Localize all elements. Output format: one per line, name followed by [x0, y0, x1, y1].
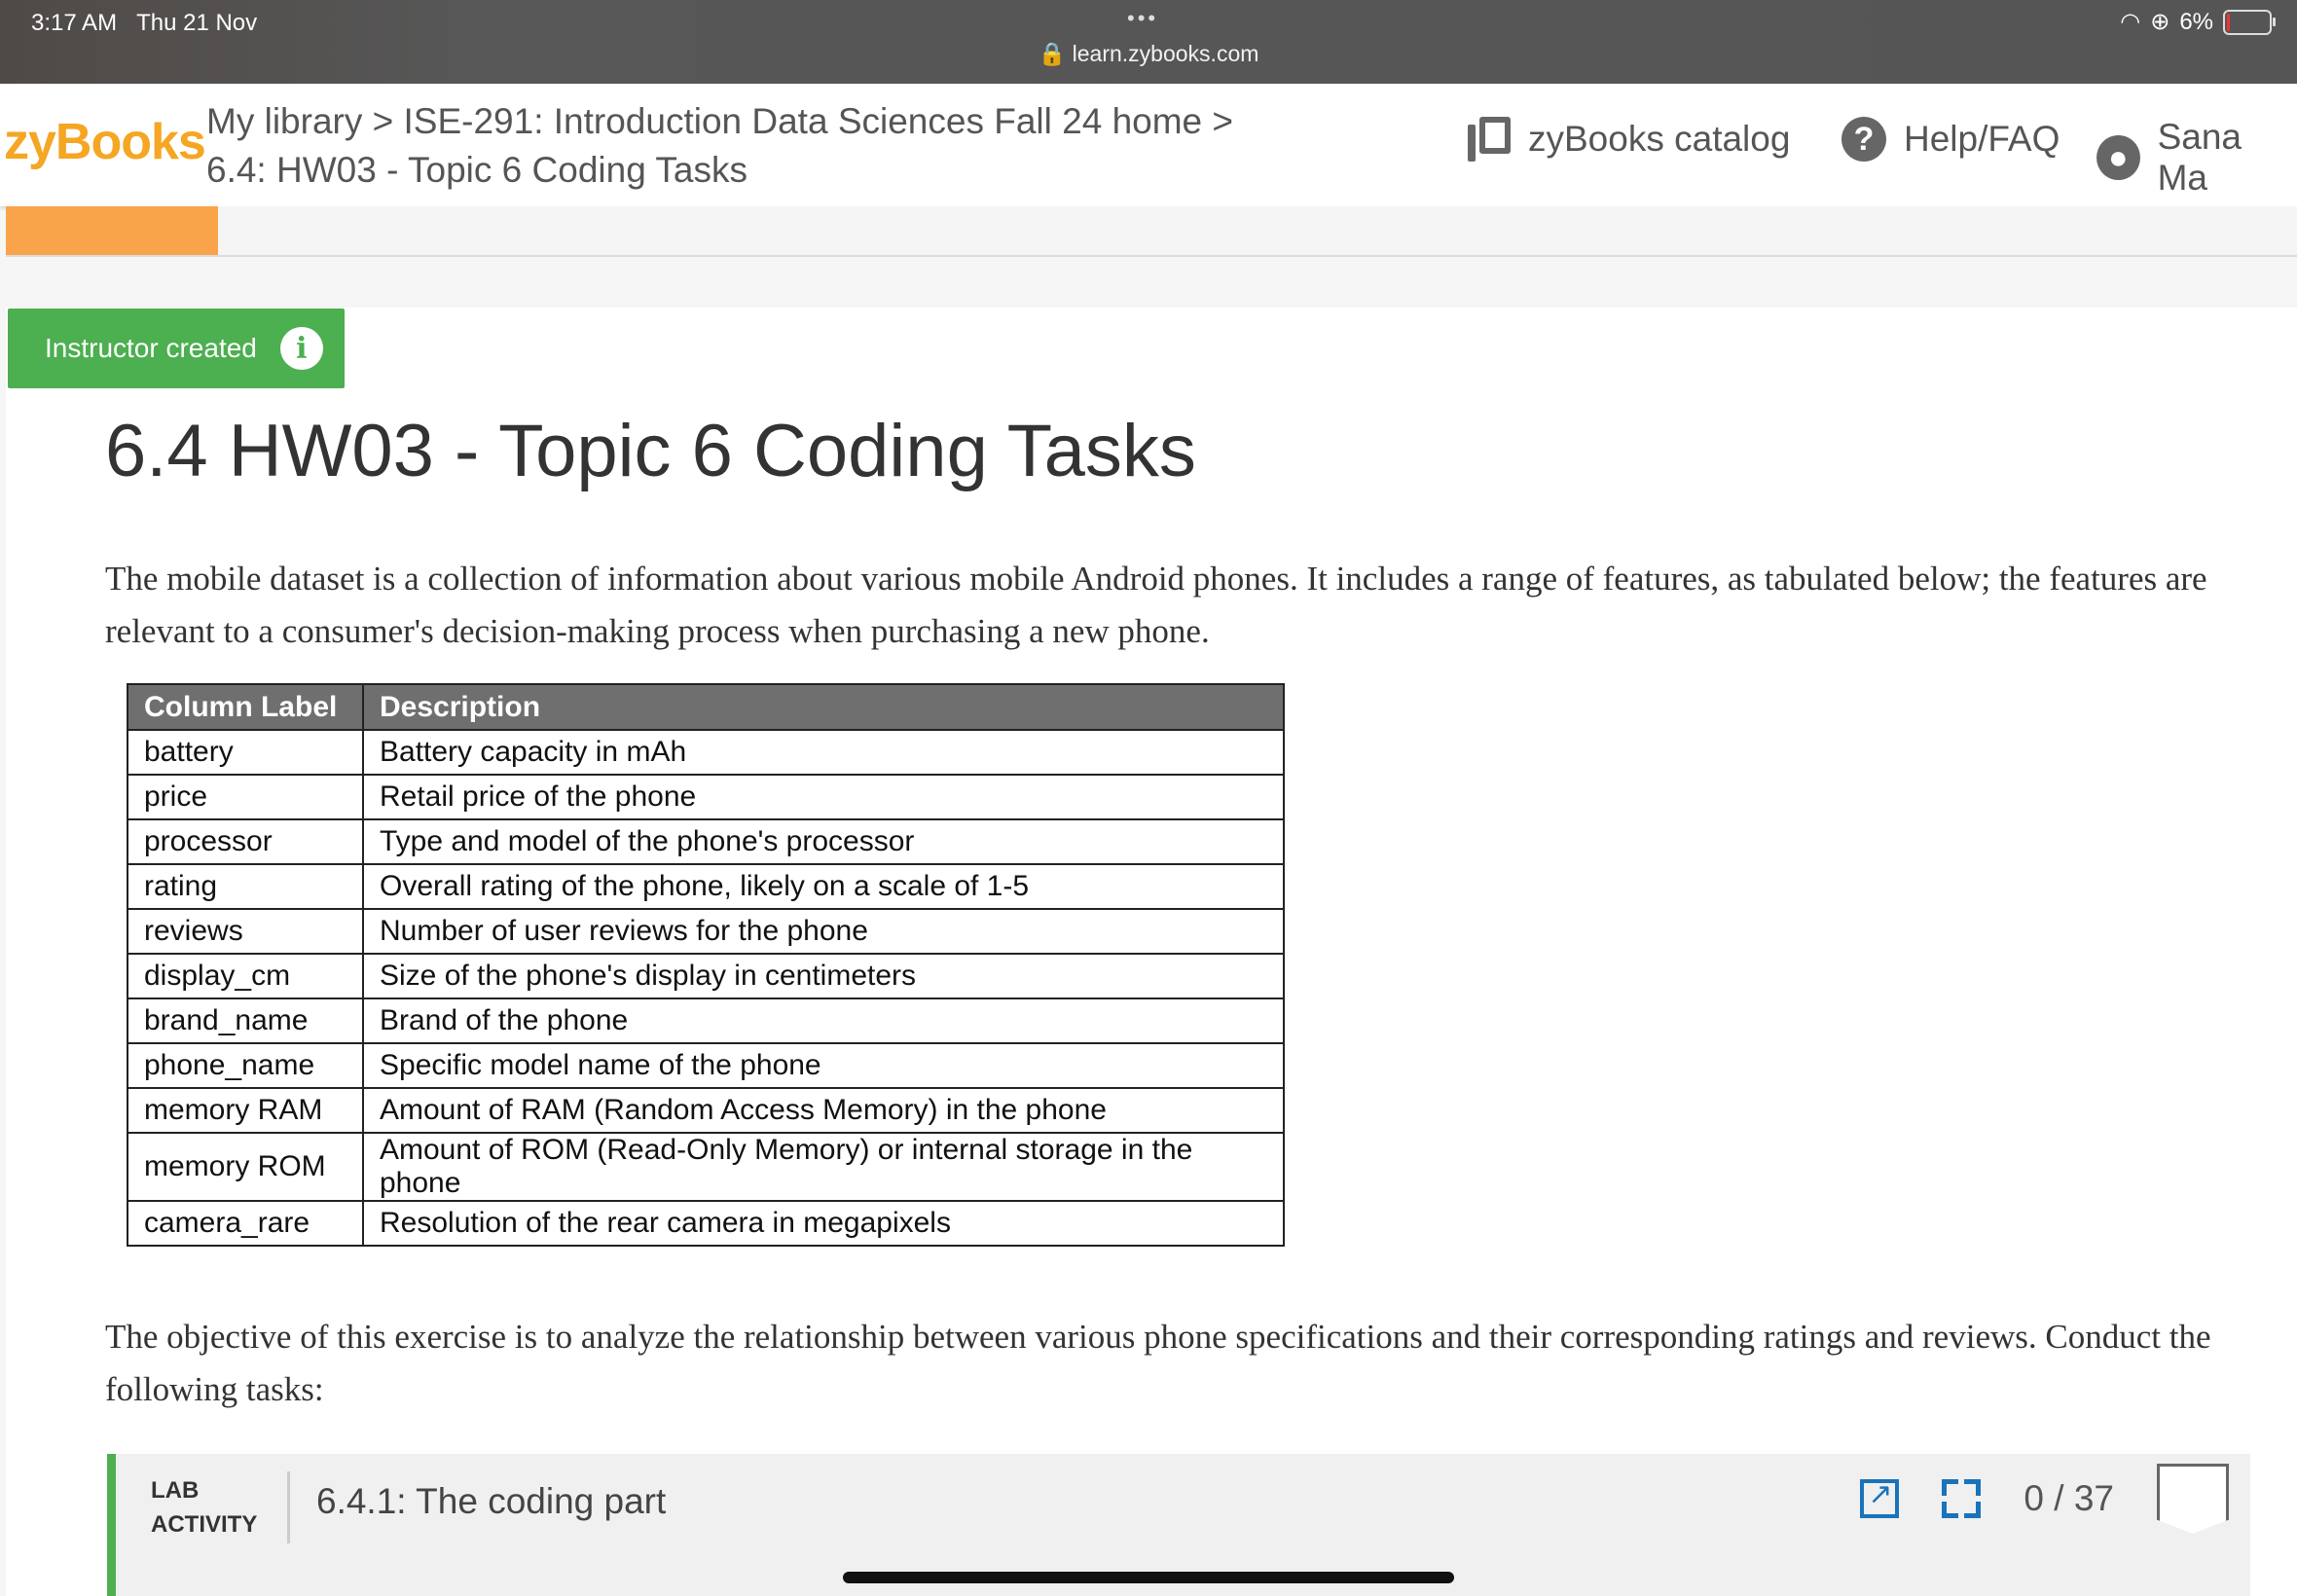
table-cell-label: brand_name [128, 998, 363, 1043]
table-cell-label: processor [128, 819, 363, 864]
table-cell-description: Type and model of the phone's processor [363, 819, 1284, 864]
help-label: Help/FAQ [1904, 119, 2060, 159]
open-external-icon[interactable] [1860, 1479, 1899, 1518]
tab-dots-icon[interactable]: ••• [1127, 6, 1159, 30]
table-cell-description: Specific model name of the phone [363, 1043, 1284, 1088]
badge-label: Instructor created [45, 333, 257, 363]
table-row [128, 819, 1284, 864]
help-link[interactable] [1841, 117, 2060, 162]
catalog-label: zyBooks catalog [1528, 119, 1791, 159]
table-row [128, 864, 1284, 909]
table-cell-description: Retail price of the phone [363, 775, 1284, 819]
table-row [128, 730, 1284, 775]
table-row [128, 1133, 1284, 1201]
status-time: 3:17 AM Thu 21 Nov [31, 10, 258, 36]
zybooks-logo[interactable]: zyBooks [4, 114, 205, 170]
completion-badge-icon [2157, 1464, 2229, 1534]
table-cell-label: memory RAM [128, 1088, 363, 1133]
site-header [0, 84, 2297, 206]
table-cell-description: Number of user reviews for the phone [363, 909, 1284, 954]
table-header-label: Column Label [128, 684, 363, 730]
table-cell-description: Overall rating of the phone, likely on a scale of 1-5 [363, 864, 1284, 909]
breadcrumb [206, 97, 1233, 195]
objective-paragraph: The objective of this exercise is to analyze the relationship between various phone specifications and their corresponding ratings and reviews. Conduct the following tasks: [105, 1318, 2211, 1408]
catalog-link[interactable] [1468, 117, 1790, 162]
table-row [128, 998, 1284, 1043]
breadcrumb-library-link[interactable]: My library > ISE-291: Introduction Data Sciences Fall 24 home > [206, 101, 1234, 141]
catalog-icon [1468, 117, 1511, 162]
battery-percent: 6% [2179, 8, 2213, 35]
table-header-row [128, 684, 1284, 730]
table-cell-label: battery [128, 730, 363, 775]
progress-strip [6, 206, 2297, 257]
table-row [128, 1201, 1284, 1246]
user-menu[interactable] [2096, 117, 2297, 199]
table-cell-description: Amount of ROM (Read-Only Memory) or internal storage in the phone [363, 1133, 1284, 1201]
status-indicators [2120, 8, 2272, 36]
help-icon: ? [1841, 117, 1886, 162]
table-row [128, 1043, 1284, 1088]
table-cell-label: phone_name [128, 1043, 363, 1088]
table-cell-description: Size of the phone's display in centimeters [363, 954, 1284, 998]
breadcrumb-current: 6.4: HW03 - Topic 6 Coding Tasks [206, 150, 747, 190]
table-cell-description: Amount of RAM (Random Access Memory) in the phone [363, 1088, 1284, 1133]
home-indicator[interactable] [843, 1572, 1454, 1583]
table-cell-label: display_cm [128, 954, 363, 998]
table-cell-label: camera_rare [128, 1201, 363, 1246]
page-title: 6.4 HW03 - Topic 6 Coding Tasks [105, 410, 1196, 492]
table-cell-description: Resolution of the rear camera in megapixels [363, 1201, 1284, 1246]
battery-icon [2223, 10, 2272, 35]
fullscreen-icon[interactable] [1942, 1479, 1981, 1518]
user-avatar-icon: ● [2096, 135, 2140, 180]
table-header-description: Description [363, 684, 1284, 730]
table-cell-label: memory ROM [128, 1133, 363, 1201]
lab-controls [1860, 1464, 2229, 1534]
status-bar [0, 0, 2297, 84]
wifi-icon: ◠ [2120, 9, 2141, 35]
address-bar[interactable]: 🔒 learn.zybooks.com [1038, 41, 1259, 66]
user-name: Sana Ma [2157, 117, 2242, 198]
table-cell-label: price [128, 775, 363, 819]
lab-activity-tag: LAB ACTIVITY [151, 1477, 258, 1538]
divider [287, 1471, 290, 1543]
feature-table [127, 683, 1285, 1247]
table-cell-description: Battery capacity in mAh [363, 730, 1284, 775]
intro-paragraph: The mobile dataset is a collection of information about various mobile Android phones. It includes a range of features, as tabulated below; the features are relevant to a consumer's decision-making process when purchasing a new phone. [105, 560, 2207, 650]
lab-title: 6.4.1: The coding part [316, 1481, 667, 1521]
table-cell-label: reviews [128, 909, 363, 954]
progress-strip-fill [6, 206, 218, 255]
table-row [128, 1088, 1284, 1133]
table-row [128, 775, 1284, 819]
lab-score: 0 / 37 [2024, 1478, 2114, 1518]
orientation-lock-icon: ⊕ [2150, 9, 2170, 35]
instructor-created-badge[interactable] [8, 308, 345, 388]
table-cell-description: Brand of the phone [363, 998, 1284, 1043]
table-row [128, 954, 1284, 998]
table-row [128, 909, 1284, 954]
info-icon[interactable]: i [280, 327, 323, 370]
url-text: learn.zybooks.com [1072, 41, 1259, 66]
table-cell-label: rating [128, 864, 363, 909]
